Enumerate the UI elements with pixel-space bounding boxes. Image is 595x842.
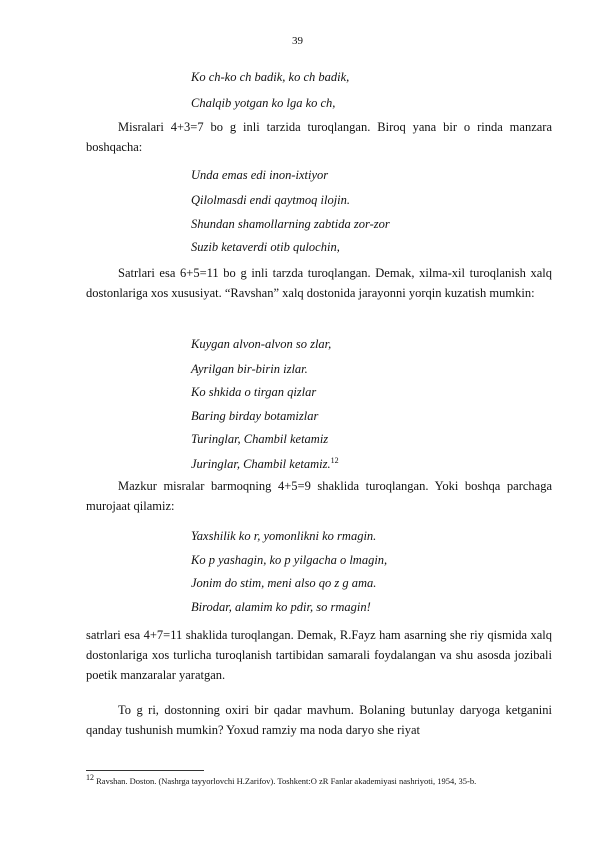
footnote-marker: 12	[330, 456, 339, 465]
verse-line: Ko p yashagin, ko p yilgacha o lmagin,	[191, 553, 388, 567]
verse-line: Shundan shamollarning zabtida zor-zor	[191, 217, 390, 231]
verse-line: Birodar, alamim ko pdir, so rmagin!	[191, 600, 371, 614]
paragraph: Mazkur misralar barmoqning 4+5=9 shaklida turoqlangan. Yoki boshqa parchaga murojaat qilamiz:	[86, 479, 552, 513]
paragraph: Misralari 4+3=7 bo g inli tarzida turoqlangan. Biroq yana bir o rinda manzara boshqacha:	[86, 120, 552, 154]
paragraph: satrlari esa 4+7=11 shaklida turoqlangan. Demak, R.Fayz ham asarning she riy qismida xalq dostonlariga xos turlicha turoqlanish tartibidan samarali foydalangan va shu asosda jozibali poetik manzaralar yaratgan.	[86, 628, 552, 682]
verse-line: Suzib ketaverdi otib qulochin,	[191, 240, 340, 254]
verse-line: Turinglar, Chambil ketamiz	[191, 432, 329, 446]
footnote-text: Ravshan. Doston. (Nashrga tayyorlovchi H.Zarifov). Toshkent:O zR Fanlar akademiyasi nashriyoti, 1954, 35-b.	[96, 775, 477, 786]
verse-line: Yaxshilik ko r, yomonlikni ko rmagin.	[191, 529, 377, 543]
verse-line: Qilolmasdi endi qaytmoq ilojin.	[191, 193, 351, 207]
footnote-number: 12	[86, 773, 94, 782]
verse-line: Unda emas edi inon-ixtiyor	[191, 168, 329, 182]
footnote	[86, 772, 556, 787]
verse-line: Chalqib yotgan ko lga ko ch,	[191, 96, 336, 110]
footnote-divider	[86, 770, 204, 771]
verse-line: Ko shkida o tirgan qizlar	[191, 385, 317, 399]
page-number: 39	[292, 35, 303, 47]
verse-line: Kuygan alvon-alvon so zlar,	[191, 337, 332, 351]
verse-line: Juringlar, Chambil ketamiz.$^{12}$	[191, 456, 339, 472]
verse-line: Baring birday botamizlar	[191, 409, 319, 423]
verse-line: Jonim do stim, meni also qo z g ama.	[191, 576, 377, 590]
paragraph: Satrlari esa 6+5=11 bo g inli tarzda turoqlangan. Demak, xilma-xil turoqlanish xalq dostonlariga xos xususiyat. “Ravshan” xalq dostonida jarayonni yorqin kuzatish mumkin:	[86, 266, 552, 300]
paragraph: To g ri, dostonning oxiri bir qadar mavhum. Bolaning butunlay daryoga ketganini qanday tushunish mumkin? Yoxud ramziy ma noda daryo she riyat	[86, 703, 552, 737]
verse-line: Ayrilgan bir-birin izlar.	[191, 362, 308, 376]
verse-line: Ko ch-ko ch badik, ko ch badik,	[191, 70, 350, 84]
